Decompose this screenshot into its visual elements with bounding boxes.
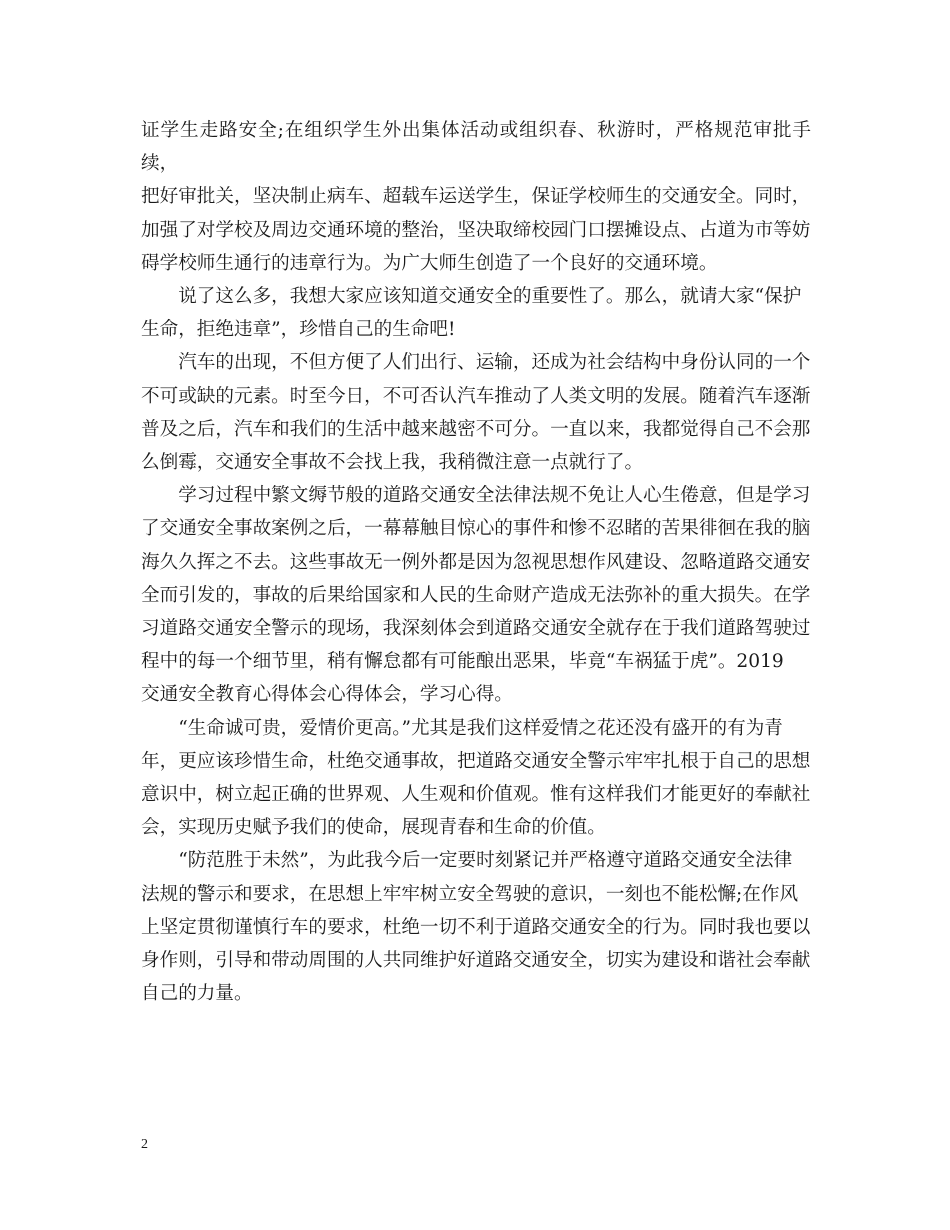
paragraph-6: “防范胜于未然”，为此我今后一定要时刻紧记并严格遵守道路交通安全法律 法规的警示和要求，在思想上牢牢树立安全驾驶的意识，一刻也不能松懈;在作风 上坚定贯彻谨慎行车的要求，杜绝一切不利于道路交通安全的行为。同时我也要以 身作则，引导和带动周围的人共同维护好道路交通安全，切实为建设和谐社会奉献 自己的力量。 [141,850,811,1005]
body-text [141,114,811,1010]
paragraph-1: 证学生走路安全;在组织学生外出集体活动或组织春、秋游时，严格规范审批手续， 把好审批关，坚决制止病车、超载车运送学生，保证学校师生的交通安全。同时， 加强了对学校及周边交通环境的整治，坚决取缔校园门口摆摊设点、占道为市等妨 碍学校师生通行的违章行为。为广大师生创造了一个良好的交通环境。 [141,120,811,274]
paragraph-2: 说了这么多，我想大家应该知道交通安全的重要性了。那么，就请大家“保护 生命，拒绝违章”，珍惜自己的生命吧! [141,286,802,341]
paragraph-3: 汽车的出现，不但方便了人们出行、运输，还成为社会结构中身份认同的一个 不可或缺的元素。时至今日，不可否认汽车推动了人类文明的发展。随着汽车逐渐 普及之后，汽车和我们的生活中越来越密不可分。一直以来，我都觉得自己不会那 么倒霉，交通安全事故不会找上我，我稍微注意一点就行了。 [141,352,811,474]
paragraph-4: 学习过程中繁文缛节般的道路交通安全法律法规不免让人心生倦意，但是学习 了交通安全事故案例之后，一幕幕触目惊心的事件和惨不忍睹的苦果徘徊在我的脑 海久久挥之不去。这些事故无一例外都是因为忽视思想作风建设、忽略道路交通安 全而引发的，事故的后果给国家和人民的生命财产造成无法弥补的重大损失。在学 习道路交通安全警示的现场，我深刻体会到道路交通安全就存在于我们道路驾驶过 程中的每一个细节里，稍有懈怠都有可能酿出恶果，毕竟“车祸猛于虎”。2019 交通安全教育心得体会心得体会，学习心得。 [141,485,811,706]
paragraph-5: “生命诚可贵，爱情价更高。”尤其是我们这样爱情之花还没有盛开的有为青 年，更应该珍惜生命，杜绝交通事故，把道路交通安全警示牢牢扎根于自己的思想 意识中，树立起正确的世界观、人生观和价值观。惟有这样我们才能更好的奉献社 会，实现历史赋予我们的使命，展现青春和生命的价值。 [141,717,811,839]
page-number: 2 [141,1137,148,1152]
